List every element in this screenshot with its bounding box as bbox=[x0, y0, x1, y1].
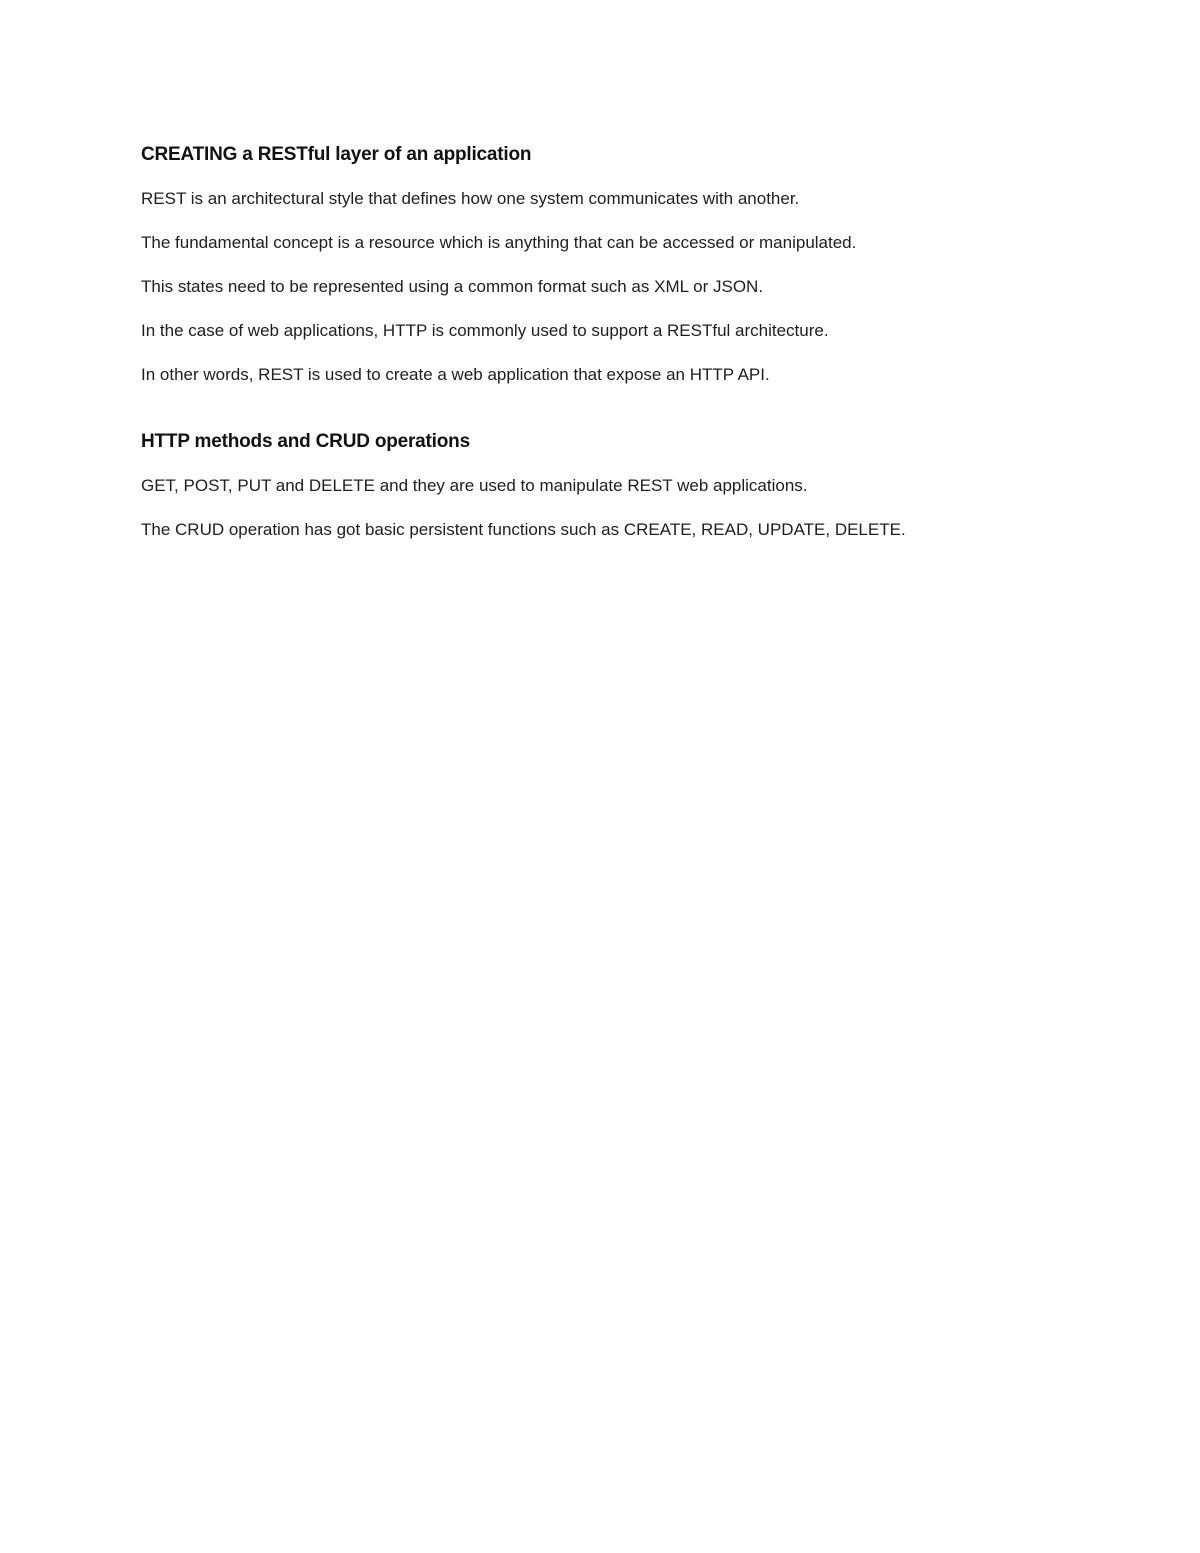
paragraph: In the case of web applications, HTTP is commonly used to support a RESTful architecture. bbox=[141, 321, 829, 340]
document-body bbox=[141, 143, 1101, 563]
section-restful-layer bbox=[141, 143, 1101, 386]
paragraph: The CRUD operation has got basic persistent functions such as CREATE, READ, UPDATE, DELETE. bbox=[141, 520, 906, 539]
paragraph: The fundamental concept is a resource which is anything that can be accessed or manipulated. bbox=[141, 233, 857, 252]
paragraph: GET, POST, PUT and DELETE and they are used to manipulate REST web applications. bbox=[141, 476, 808, 495]
section-http-crud bbox=[141, 430, 1101, 541]
section-heading: HTTP methods and CRUD operations bbox=[141, 431, 470, 452]
paragraph: REST is an architectural style that defines how one system communicates with another. bbox=[141, 189, 800, 208]
section-heading: CREATING a RESTful layer of an application bbox=[141, 144, 532, 165]
paragraph: This states need to be represented using a common format such as XML or JSON. bbox=[141, 277, 764, 296]
paragraph: In other words, REST is used to create a web application that expose an HTTP API. bbox=[141, 365, 770, 384]
